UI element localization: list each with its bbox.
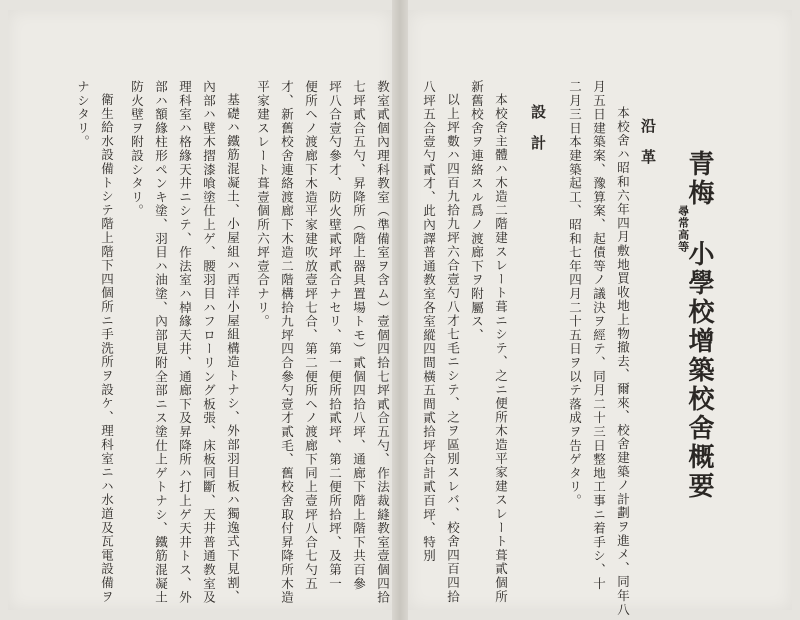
design-col-7: 坪八合壹勺參才、防火壁貳坪貳合ナセリ、第一便所拾貳坪、第二便所拾坪、及第一 [327,80,343,591]
design-col-16: 衛生給水設備トシテ階上階下四個所ニ手洗所ヲ設ケ、理科室ニハ水道及瓦電設備ヲ [99,93,115,604]
design-col-14: 部ハ額緣柱形ペンキ塗、羽目ハ油塗、內部見附全部ニス塗仕上ゲトナシ、鐵筋混凝土 [153,80,169,605]
design-col-6: 七坪貳合五勺、昇降所（階上器具置場トモ）貳個四拾八坪、通廊下階上階下共百參 [351,80,367,591]
title-part1: 青梅 [684,150,714,208]
design-col-1: 本校舍主體ハ木造二階建スレート葺ニシテ、之ニ便所木造平家建スレート葺貳個所 [493,93,509,604]
design-col-12: 內部ハ壁木摺漆喰塗仕上ゲ、腰羽目ハフローリング板張、床板同斷、天井普通教室及 [201,80,217,605]
design-col-4: 八坪五合壹勺貳才、此內譯普通教室各室縱四間橫五間貳拾坪合計貳百坪、特別 [421,80,437,563]
design-col-3: 以上坪數ハ四百九拾九坪六合壹勺八才七毛ニシテ、之ヲ區別スレバ、校舍四百四拾 [445,93,461,604]
design-col-2: 新舊校舍ヲ連絡スル爲ノ渡廊下ヲ附屬ス、 [469,80,485,343]
history-col-3: 二月三日本建築起工、昭和七年四月二十五日ヲ以テ落成ヲ告ゲタリ。 [567,80,583,508]
heading-history: 沿革 [639,118,657,180]
design-col-11: 基礎ハ鐵筋混凝土、小屋組ハ西洋小屋組構造トナシ、外部羽目板ハ獨逸式下見割、 [225,93,241,604]
design-col-15: 防火壁ヲ附設シタリ。 [129,80,145,218]
history-col-1: 本校舍ハ昭和六年四月敷地買收地上物撤去、爾來、校舍建築ノ計劃ヲ進メ、同年八 [615,106,631,617]
page-gutter [392,0,408,620]
design-col-5: 教室貳個內理科教室（準備室ヲ含ム）壹個四拾七坪貳合五勺、作法裁縫教室壹個四拾 [375,80,391,605]
history-col-2: 月五日建築案、豫算案、起債等ノ議決ヲ經テ、同月二十三日整地工事ニ着手シ、十 [591,80,607,591]
design-col-17: ナシタリ。 [75,80,91,149]
title-small: 尋常高等 [676,205,690,253]
design-col-9: 才、新舊校舍連絡渡廊下木造二階構拾九坪四合參勺壹才貳毛、舊校舍取付昇降所木造 [279,80,295,605]
heading-design: 設計 [529,104,547,166]
design-col-13: 理科室ハ格緣天井ニシテ、作法室ハ棹緣天井、通廊下及昇降所ハ打上ゲ天井トス、外 [177,80,193,605]
title-part2: 小學校增築校舍概要 [684,240,714,501]
design-col-8: 便所ヘノ渡廊下木造平家建吹放壹坪七合、第二便所ヘノ渡廊下同上壹坪八合七勺五 [303,80,319,591]
design-col-10: 平家建スレート葺壹個所六坪壹合ナリ。 [255,80,271,329]
